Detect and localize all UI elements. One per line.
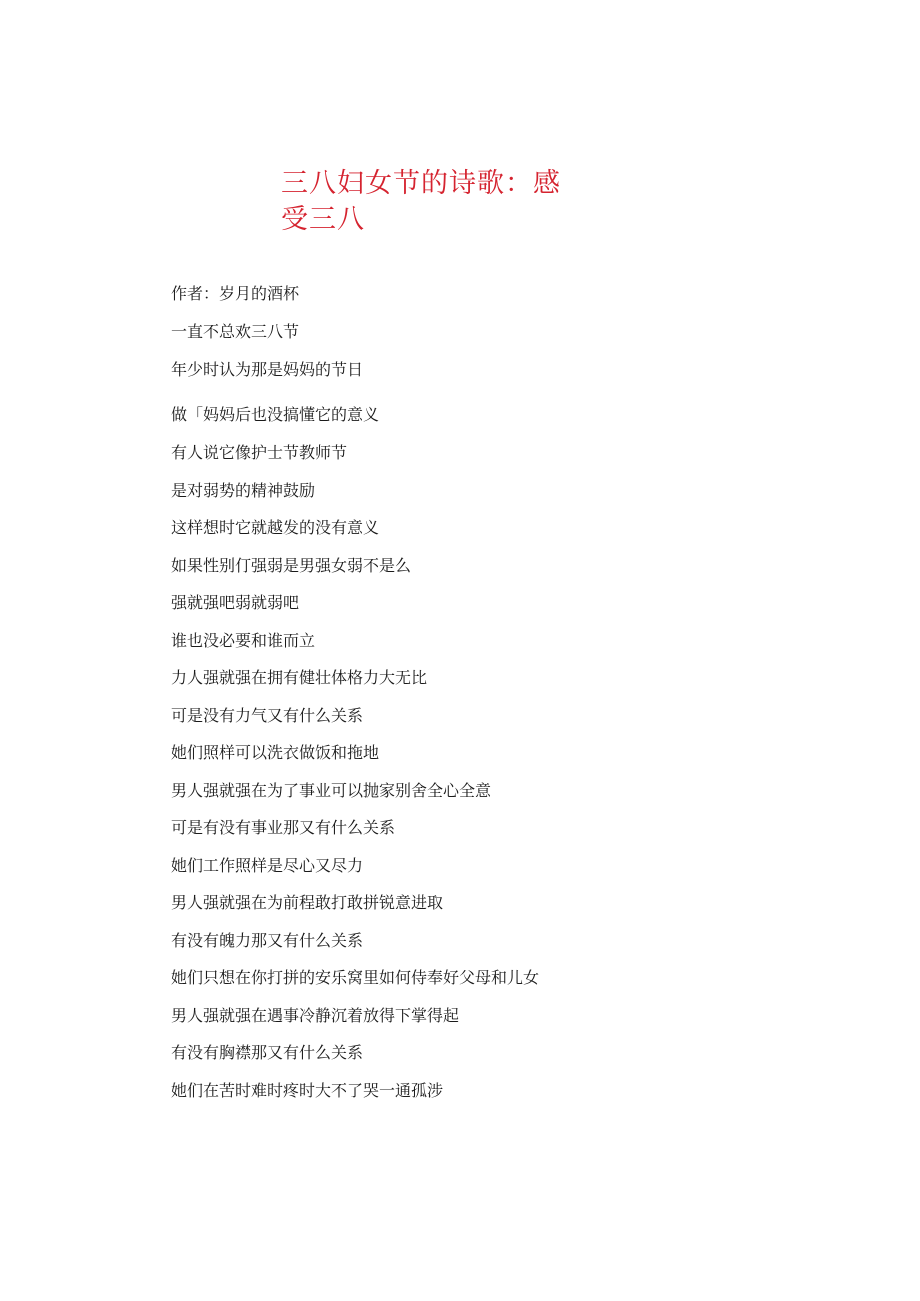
poem-line: 有没有胸襟那又有什么关系 (171, 1043, 364, 1062)
poem-line: 是对弱势的精神鼓励 (171, 481, 316, 500)
poem-line: 谁也没必要和谁而立 (171, 631, 316, 650)
poem-line: 她们只想在你打拼的安乐窝里如何侍奉好父母和儿女 (171, 968, 540, 987)
author-line: 作者：岁月的酒杯 (171, 284, 300, 303)
poem-line: 一直不总欢三八节 (171, 322, 300, 341)
poem-line: 男人强就强在为前程敢打敢拼锐意进取 (171, 893, 444, 912)
poem-line: 她们照样可以洗衣做饭和拖地 (171, 743, 380, 762)
poem-line: 有没有魄力那又有什么关系 (171, 931, 364, 950)
poem-line: 年少时认为那是妈妈的节日 (171, 360, 364, 379)
poem-line: 强就强吧弱就弱吧 (171, 593, 300, 612)
poem-line: 可是没有力气又有什么关系 (171, 706, 364, 725)
poem-line: 男人强就强在为了事业可以抛家别舍全心全意 (171, 781, 492, 800)
poem-line: 力人强就强在拥有健壮体格力大无比 (171, 668, 428, 687)
poem-line: 男人强就强在遇事冷静沉着放得下掌得起 (171, 1006, 460, 1025)
poem-line: 这样想时它就越发的没有意义 (171, 518, 380, 537)
poem-line: 可是有没有事业那又有什么关系 (171, 818, 396, 837)
poem-line: 如果性别仃强弱是男强女弱不是么 (171, 556, 412, 575)
poem-line: 她们工作照样是尽心又尽力 (171, 856, 364, 875)
poem-line: 她们在苦时难时疼时大不了哭一通孤涉 (171, 1081, 444, 1100)
poem-line: 做「妈妈后也没搞懂它的意义 (171, 405, 380, 424)
poem-line: 有人说它像护士节教师节 (171, 443, 348, 462)
poem-title: 三八妇女节的诗歌：感受三八 (281, 168, 561, 235)
